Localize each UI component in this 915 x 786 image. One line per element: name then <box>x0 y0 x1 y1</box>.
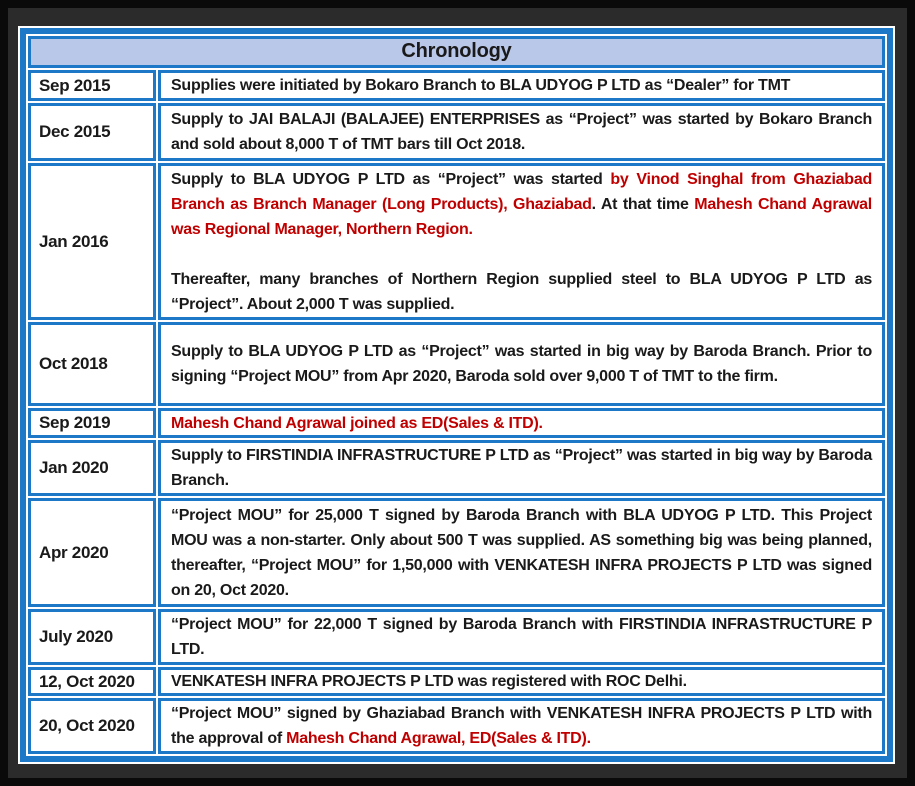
highlighted-text: Mahesh Chand Agrawal was Regional Manager, Northern Region. <box>171 195 872 238</box>
event-paragraph <box>171 669 872 694</box>
chronology-row <box>28 103 885 161</box>
event-cell <box>158 103 885 161</box>
blank-line <box>171 242 872 267</box>
date-cell: Dec 2015 <box>28 103 156 161</box>
chronology-row <box>28 698 885 754</box>
event-text: Thereafter, many branches of Northern Region supplied steel to BLA UDYOG P LTD as “Project”. About 2,000 T was supplied. <box>171 270 872 313</box>
event-paragraph <box>171 167 872 242</box>
event-text: “Project MOU” for 25,000 T signed by Baroda Branch with BLA UDYOG P LTD. This Project MOU was a non-starter. Only about 500 T was supplied. AS something big was being planned, thereafter, “Project MOU” for 1,50,000 with VENKATESH INFRA PROJECTS P LTD was signed on 20, Oct 2020. <box>171 506 872 599</box>
highlighted-text: Mahesh Chand Agrawal, ED(Sales & ITD). <box>286 730 591 747</box>
event-paragraph <box>171 339 872 389</box>
event-paragraph <box>171 612 872 662</box>
chronology-row <box>28 70 885 101</box>
event-text: “Project MOU” signed by Ghaziabad Branch with VENKATESH INFRA PROJECTS P LTD with the approval of <box>171 705 872 747</box>
chronology-row <box>28 322 885 406</box>
chronology-row <box>28 163 885 320</box>
event-cell <box>158 322 885 406</box>
table-title: Chronology <box>28 36 885 68</box>
date-cell: 12, Oct 2020 <box>28 667 156 696</box>
highlighted-text: Mahesh Chand Agrawal joined as ED(Sales & ITD). <box>171 414 543 432</box>
chronology-row <box>28 408 885 438</box>
event-paragraph <box>171 267 872 317</box>
event-paragraph <box>171 503 872 603</box>
event-paragraph <box>171 443 872 493</box>
event-cell <box>158 698 885 754</box>
event-text: Supply to BLA UDYOG P LTD as “Project” was started <box>171 170 611 188</box>
event-text: Supply to BLA UDYOG P LTD as “Project” was started in big way by Baroda Branch. Prior to signing “Project MOU” from Apr 2020, Baroda sold over 9,000 T of TMT to the firm. <box>171 343 872 385</box>
chronology-row <box>28 440 885 496</box>
event-cell <box>158 498 885 607</box>
chronology-row <box>28 498 885 607</box>
date-cell: July 2020 <box>28 609 156 665</box>
event-paragraph <box>171 73 872 98</box>
event-cell <box>158 609 885 665</box>
date-cell: Sep 2015 <box>28 70 156 101</box>
event-cell <box>158 70 885 101</box>
event-text: Supply to FIRSTINDIA INFRASTRUCTURE P LTD as “Project” was started in big way by Baroda Branch. <box>171 447 872 489</box>
event-text: . At that time <box>591 195 695 213</box>
event-text: Supplies were initiated by Bokaro Branch to BLA UDYOG P LTD as “Dealer” for TMT <box>171 77 791 94</box>
event-text: Supply to JAI BALAJI (BALAJEE) ENTERPRISES as “Project” was started by Bokaro Branch and sold about 8,000 T of TMT bars till Oct 2018. <box>171 111 872 153</box>
date-cell: Sep 2019 <box>28 408 156 438</box>
event-text: “Project MOU” for 22,000 T signed by Baroda Branch with FIRSTINDIA INFRASTRUCTURE P LTD. <box>171 616 872 658</box>
date-cell: Jan 2020 <box>28 440 156 496</box>
event-cell <box>158 408 885 438</box>
date-cell: Apr 2020 <box>28 498 156 607</box>
event-paragraph <box>171 107 872 157</box>
highlighted-text: by Vinod Singhal from Ghaziabad Branch as Branch Manager (Long Products), Ghaziabad <box>171 170 873 213</box>
chronology-row <box>28 609 885 665</box>
date-cell: Oct 2018 <box>28 322 156 406</box>
chronology-table <box>20 28 893 762</box>
event-cell <box>158 163 885 320</box>
event-paragraph <box>171 701 872 751</box>
date-cell: Jan 2016 <box>28 163 156 320</box>
event-cell <box>158 440 885 496</box>
event-text: VENKATESH INFRA PROJECTS P LTD was registered with ROC Delhi. <box>171 673 687 690</box>
event-cell <box>158 667 885 696</box>
date-cell: 20, Oct 2020 <box>28 698 156 754</box>
chronology-row <box>28 667 885 696</box>
event-paragraph <box>171 411 872 436</box>
